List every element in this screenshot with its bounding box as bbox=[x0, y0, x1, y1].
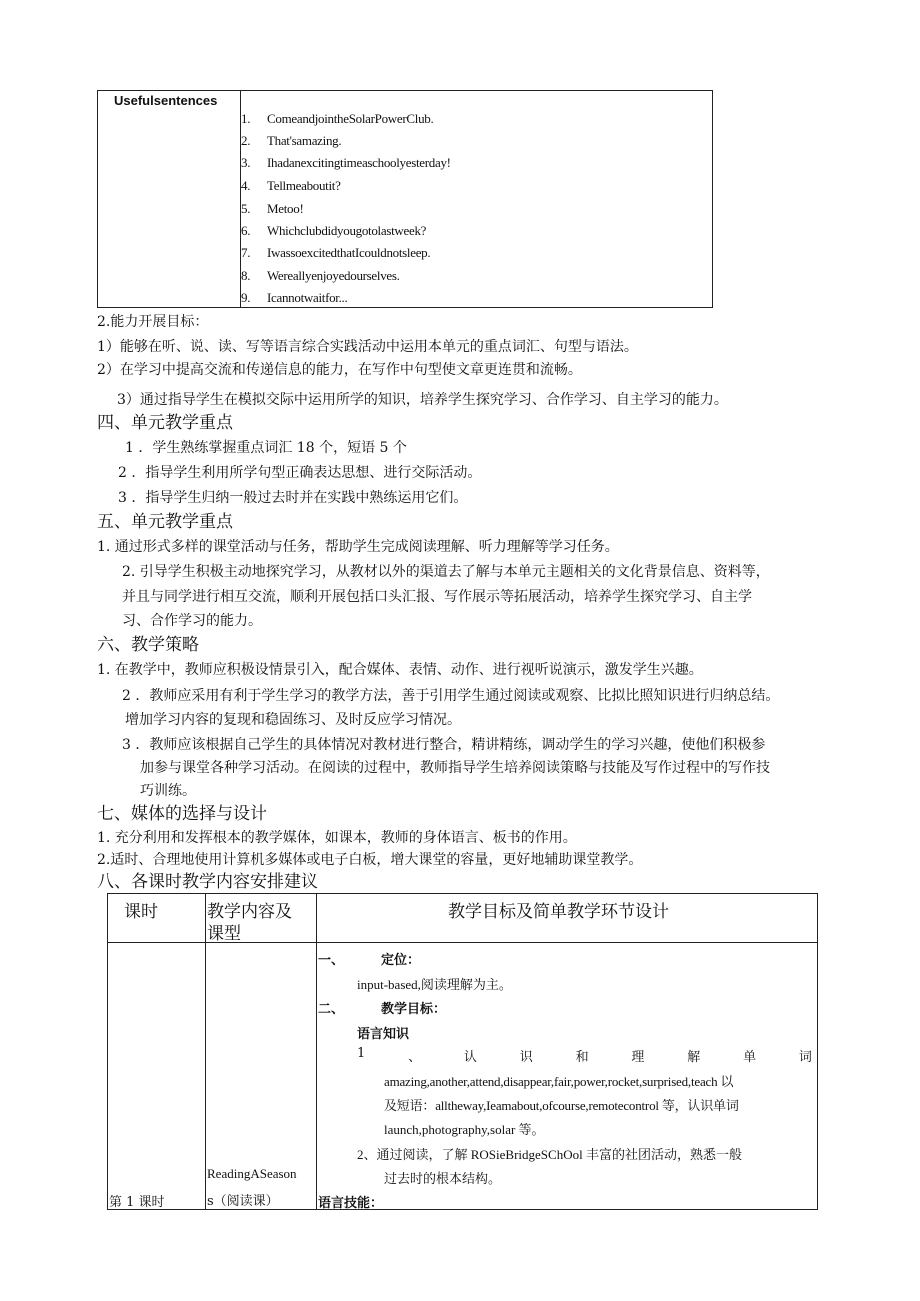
section-item: 1. 通过形式多样的课堂活动与任务，帮助学生完成阅读理解、听力理解等学习任务。 bbox=[97, 539, 619, 555]
useful-sentences-header: Usefulsentences bbox=[114, 93, 218, 108]
section-item: 2.适时、合理地使用计算机多媒体或电子白板，增大课堂的容量，更好地辅助课堂教学。 bbox=[97, 852, 643, 868]
section-item: 1. 充分利用和发挥根本的教学媒体，如课本，教师的身体语言、板书的作用。 bbox=[97, 830, 577, 846]
header-design: 教学目标及简单教学环节设计 bbox=[448, 902, 669, 922]
design-one-num: 一、 bbox=[318, 953, 345, 968]
ability-item: 2）在学习中提高交流和传递信息的能力，在写作中句型使文章更连贯和流畅。 bbox=[97, 362, 582, 378]
design-k2-line2: 过去时的根本结构。 bbox=[384, 1172, 502, 1187]
design-k2-line1: 2、通过阅读，了解 ROSieBridgeSChOol 丰富的社团活动，熟悉一般 bbox=[357, 1147, 742, 1162]
section-item: 增加学习内容的复现和稳固练习、及时反应学习情况。 bbox=[125, 712, 461, 728]
design-two-num: 二、 bbox=[318, 1002, 345, 1017]
section-item: 加参与课堂各种学习活动。在阅读的过程中，教师指导学生培养阅读策略与技能及写作过程中的写作技 bbox=[140, 760, 770, 776]
section-item: 1 ．学生熟练掌握重点词汇 18 个，短语 5 个 bbox=[125, 440, 407, 456]
section-item: 1. 在教学中，教师应积极设情景引入，配合媒体、表情、动作、进行视听说演示，激发学生兴趣。 bbox=[97, 662, 703, 678]
design-k1-line3: 及短语：alltheway,Ieamabout,ofcourse,remotecontrol 等，认识单词 bbox=[384, 1098, 739, 1113]
section-heading: 七、媒体的选择与设计 bbox=[97, 804, 267, 824]
sentence-item: 9. Icannotwaitfor... bbox=[241, 290, 348, 305]
section-item: 习、合作学习的能力。 bbox=[122, 613, 262, 629]
header-content-type: 课型 bbox=[207, 924, 241, 944]
section-item: 2 ．指导学生利用所学句型正确表达思想、进行交际活动。 bbox=[118, 465, 482, 481]
design-one-label: 定位： bbox=[381, 953, 421, 968]
header-period: 课时 bbox=[124, 902, 158, 922]
section-item: 3 ．教师应该根据自己学生的具体情况对教材进行整合，精讲精练，调动学生的学习兴趣，使他们积极参 bbox=[122, 737, 766, 753]
design-k1-line2: amazing,another,attend,disappear,fair,power,rocket,surprised,teach 以 bbox=[384, 1074, 734, 1089]
ability-item: 1）能够在听、说、读、写等语言综合实践活动中运用本单元的重点词汇、句型与语法。 bbox=[97, 339, 638, 355]
design-two-label: 教学目标： bbox=[381, 1002, 447, 1017]
sentence-item: 6. Whichclubdidyougotolastweek? bbox=[241, 223, 427, 238]
sentence-item: 1. ComeandjointheSolarPowerClub. bbox=[241, 111, 434, 126]
sentence-item: 7. IwassoexcitedthatIcouldnotsleep. bbox=[241, 245, 431, 260]
sentence-item: 5. Metoo! bbox=[241, 201, 304, 216]
header-content: 教学内容及 bbox=[207, 902, 292, 922]
ability-item: 3）通过指导学生在模拟交际中运用所学的知识，培养学生探究学习、合作学习、自主学习的能力。 bbox=[117, 392, 728, 408]
section-item: 2. 引导学生积极主动地探究学习，从教材以外的渠道去了解与本单元主题相关的文化背景信息、资料等， bbox=[122, 564, 770, 580]
content-cell-line1: ReadingASeason bbox=[207, 1166, 297, 1181]
sentence-item: 3. Ihadanexcitingtimeaschoolyesterday! bbox=[241, 155, 451, 170]
design-lang-skills: 语言技能： bbox=[318, 1196, 384, 1211]
content-cell-line2: s（阅读课） bbox=[207, 1194, 279, 1209]
ability-title: 2.能力开展目标： bbox=[97, 314, 209, 330]
design-k1-line4: launch,photography,solar 等。 bbox=[384, 1122, 545, 1137]
lesson-plan-table bbox=[107, 893, 818, 1210]
sentence-item: 2. That'samazing. bbox=[241, 133, 342, 148]
section-heading: 四、单元教学重点 bbox=[97, 413, 233, 433]
design-one-text: input-based,阅读理解为主。 bbox=[357, 977, 512, 992]
sentence-item: 8. Wereallyenjoyedourselves. bbox=[241, 268, 400, 283]
section-item: 2 ．教师应采用有利于学生学习的教学方法，善于引用学生通过阅读或观察、比拟比照知识进行归纳总结。 bbox=[122, 688, 780, 704]
design-lang-knowledge: 语言知识 bbox=[357, 1027, 410, 1042]
sentence-item: 4. Tellmeaboutit? bbox=[241, 178, 341, 193]
section-heading: 八、各课时教学内容安排建议 bbox=[97, 872, 318, 892]
design-k1-line1: 1 、 认 识 和 理 解 单 词 bbox=[357, 1046, 812, 1065]
period-cell: 第 1 课时 bbox=[109, 1195, 165, 1210]
useful-sentences-table bbox=[97, 90, 713, 308]
section-item: 3 ．指导学生归纳一般过去时并在实践中熟练运用它们。 bbox=[118, 490, 468, 506]
section-item: 巧训练。 bbox=[140, 783, 196, 799]
section-heading: 六、教学策略 bbox=[97, 635, 199, 655]
section-item: 并且与同学进行相互交流，顺利开展包括口头汇报、写作展示等拓展活动，培养学生探究学习、自主学 bbox=[122, 589, 752, 605]
section-heading: 五、单元教学重点 bbox=[97, 512, 233, 532]
